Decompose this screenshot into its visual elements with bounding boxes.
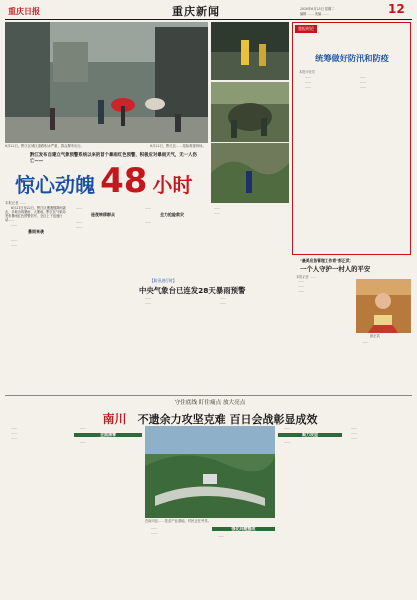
bottom-inset-head-1: 全面清零 (74, 433, 142, 437)
sidebar-tag-label: 重报时论 (298, 26, 314, 31)
side-story-col-2: …… (362, 340, 369, 344)
bottom-story-photo (145, 426, 275, 518)
bottom-col-3: …… …… (151, 526, 158, 536)
mid-story-col-2: …… …… (220, 296, 227, 306)
headline-part-c: 小时 (152, 173, 193, 197)
side-story-kicker: "最美应急管理工作者"彭正武： (300, 258, 354, 263)
side-story-headline: 一个人守护一村人的平安 (300, 265, 371, 273)
bottom-story-kicker: 守住底线 盯住痛点 放大亮点 (174, 400, 246, 406)
headline-part-a: 惊心动魄 (15, 173, 95, 197)
top-story-col-2: …… 连夜转移群众 …… …… (70, 206, 136, 392)
mid-story-col-1: …… …… (145, 296, 152, 306)
top-story-headline (15, 161, 205, 201)
masthead-rule (5, 19, 412, 20)
page-number: 12 (388, 2, 405, 16)
bottom-inset-head-2: 强化问题整改 (212, 527, 275, 531)
sidebar-byline: 本报评论员 (299, 70, 315, 74)
mid-story-kicker: 【防汛进行时】 (150, 278, 177, 283)
bottom-inset-head-3: 聚力攻坚 (278, 433, 342, 437)
top-story-col-4: …… …… (214, 206, 221, 216)
rescue-photo-1 (211, 22, 289, 80)
rescue-photo-3 (211, 143, 289, 203)
sidebar-headline: 统筹做好防汛和防疫 (315, 53, 389, 63)
side-story-byline: 本报记者 …… (296, 275, 317, 279)
sub-head-2: 连夜转移群众 (91, 212, 115, 218)
sidebar-col-1: …… …… …… (305, 75, 312, 90)
side-story-photo-caption: 彭正武 (370, 334, 380, 338)
sidebar-box (292, 22, 411, 255)
side-story-col-1: …… …… …… (298, 279, 305, 294)
side-story-photo (356, 279, 411, 333)
section-divider (5, 395, 412, 396)
date-line: 2020年6月23日 星期二 (300, 7, 335, 11)
editor-line: 编辑 …… 美编 …… (300, 12, 329, 16)
bottom-col-1: …… …… …… (11, 426, 18, 441)
bottom-col-6: …… …… …… (351, 426, 358, 441)
top-photo-caption-right: 6月22日，黔江区……抢险救援现场。 (150, 144, 206, 148)
rescue-photo-2 (211, 82, 289, 142)
newspaper-logo: 重庆日报 (8, 6, 40, 16)
mid-story-headline: 中央气象台已连发28天暴雨预警 (139, 286, 246, 295)
sidebar-col-2: …… …… …… (360, 75, 367, 90)
bottom-photo-caption: 在南川区……扶贫产业基地，村民正在劳作。 (145, 519, 211, 523)
flood-street-photo (5, 22, 208, 143)
bottom-col-4: 强化问题整改 …… (212, 526, 275, 596)
bottom-col-5: …… 聚力攻坚 …… (278, 426, 342, 596)
bottom-story-headline: 不遗余力攻坚克难 百日会战彰显成效 (137, 413, 318, 426)
headline-number: 48 (100, 161, 148, 201)
section-name: 重庆新闻 (172, 5, 220, 18)
top-story-byline: 本报记者 …… (5, 201, 27, 205)
top-photo-caption-left: 6月22日，黔江区城区道路积水严重，群众撑伞出行。 (5, 144, 84, 148)
sub-head-3: 全力抢险救灾 (160, 212, 184, 218)
bottom-story-headline-row (60, 408, 360, 424)
sidebar-tag (295, 25, 317, 33)
sub-head-1: 暴雨来袭 (28, 229, 44, 235)
top-story-col-1: 6月21日至22日，黔江区遭遇强降雨袭击，多地出现暴雨、大暴雨。黔江区气象局发布暴雨红色预警信号，全区上下迅速行动…… …… 暴雨来袭 …… …… (5, 206, 66, 247)
bottom-col-2: …… 全面清零 …… (74, 426, 142, 596)
top-story-col-3: …… 全力抢险救灾 …… (139, 206, 205, 276)
top-story-kicker: 黔江发布自建立气象预警系统以来的首个暴雨红色预警，积极应对暴雨天气，无一人伤亡—— (30, 153, 197, 164)
bottom-story-region: 南川 (102, 412, 127, 426)
